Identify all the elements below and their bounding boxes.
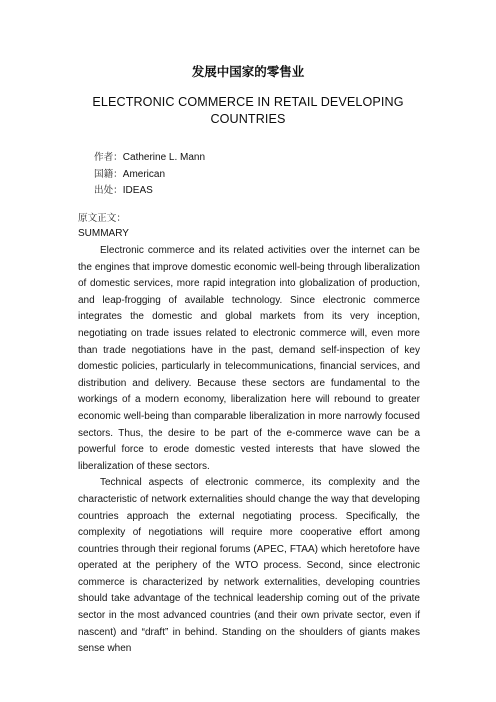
nationality-label: 国籍： — [94, 168, 123, 180]
metadata-block — [94, 150, 205, 200]
nationality-line — [94, 167, 205, 184]
author-label: 作者： — [94, 152, 123, 163]
body-text — [78, 243, 420, 658]
author-value: Catherine L. Mann — [122, 152, 206, 163]
source-value: IDEAS — [122, 185, 153, 196]
paragraph: Technical aspects of electronic commerce, its complexity and the characteristic of network externalities should change the way that developing countries approach the external negotiating process. Specifically, the complexity of negotiations will require more cooperative effort among countries through their regional forums (APEC, FTAA) which heretofore have operated at the periphery of the WTO process. Second, since electronic commerce is characterized by network externalities, developing countries should take advantage of the technical leadership coming out of the private sector in the most advanced countries (and their own private sector, even if nascent) and “draft” in behind. Standing on the shoulders of giants makes sense when — [78, 477, 420, 655]
original-text-label: 原文正文： — [78, 213, 126, 224]
nationality-value: American — [122, 168, 166, 180]
chinese-title: 发展中国家的零售业 — [191, 64, 305, 79]
source-label: 出处： — [94, 185, 123, 196]
source-line — [94, 183, 205, 200]
section-heading: SUMMARY — [78, 228, 129, 239]
author-line — [94, 150, 205, 167]
english-title: ELECTRONIC COMMERCE IN RETAIL DEVELOPING COUNTRIES — [92, 95, 404, 126]
paragraph: Electronic commerce and its related activities over the internet can be the engines that improve domestic economic well-being through liberalization of domestic services, more rapid integration into globalization of production, and leap-frogging of available technology. Since electronic commerce integrates the domestic and global markets from its very inception, negotiating on trade issues related to electronic commerce will, even more than trade negotiations have in the past, demand self-inspection of key domestic policies, particularly in telecommunications, financial services, and distribution and delivery. Because these sectors are fundamental to the workings of a modern economy, liberalization here will rebound to greater economic well-being than comparable liberalization in more narrowly focused sectors. Thus, the desire to be part of the e-commerce wave can be a powerful force to erode domestic vested interests that have slowed the liberalization of these sectors. — [78, 245, 420, 472]
